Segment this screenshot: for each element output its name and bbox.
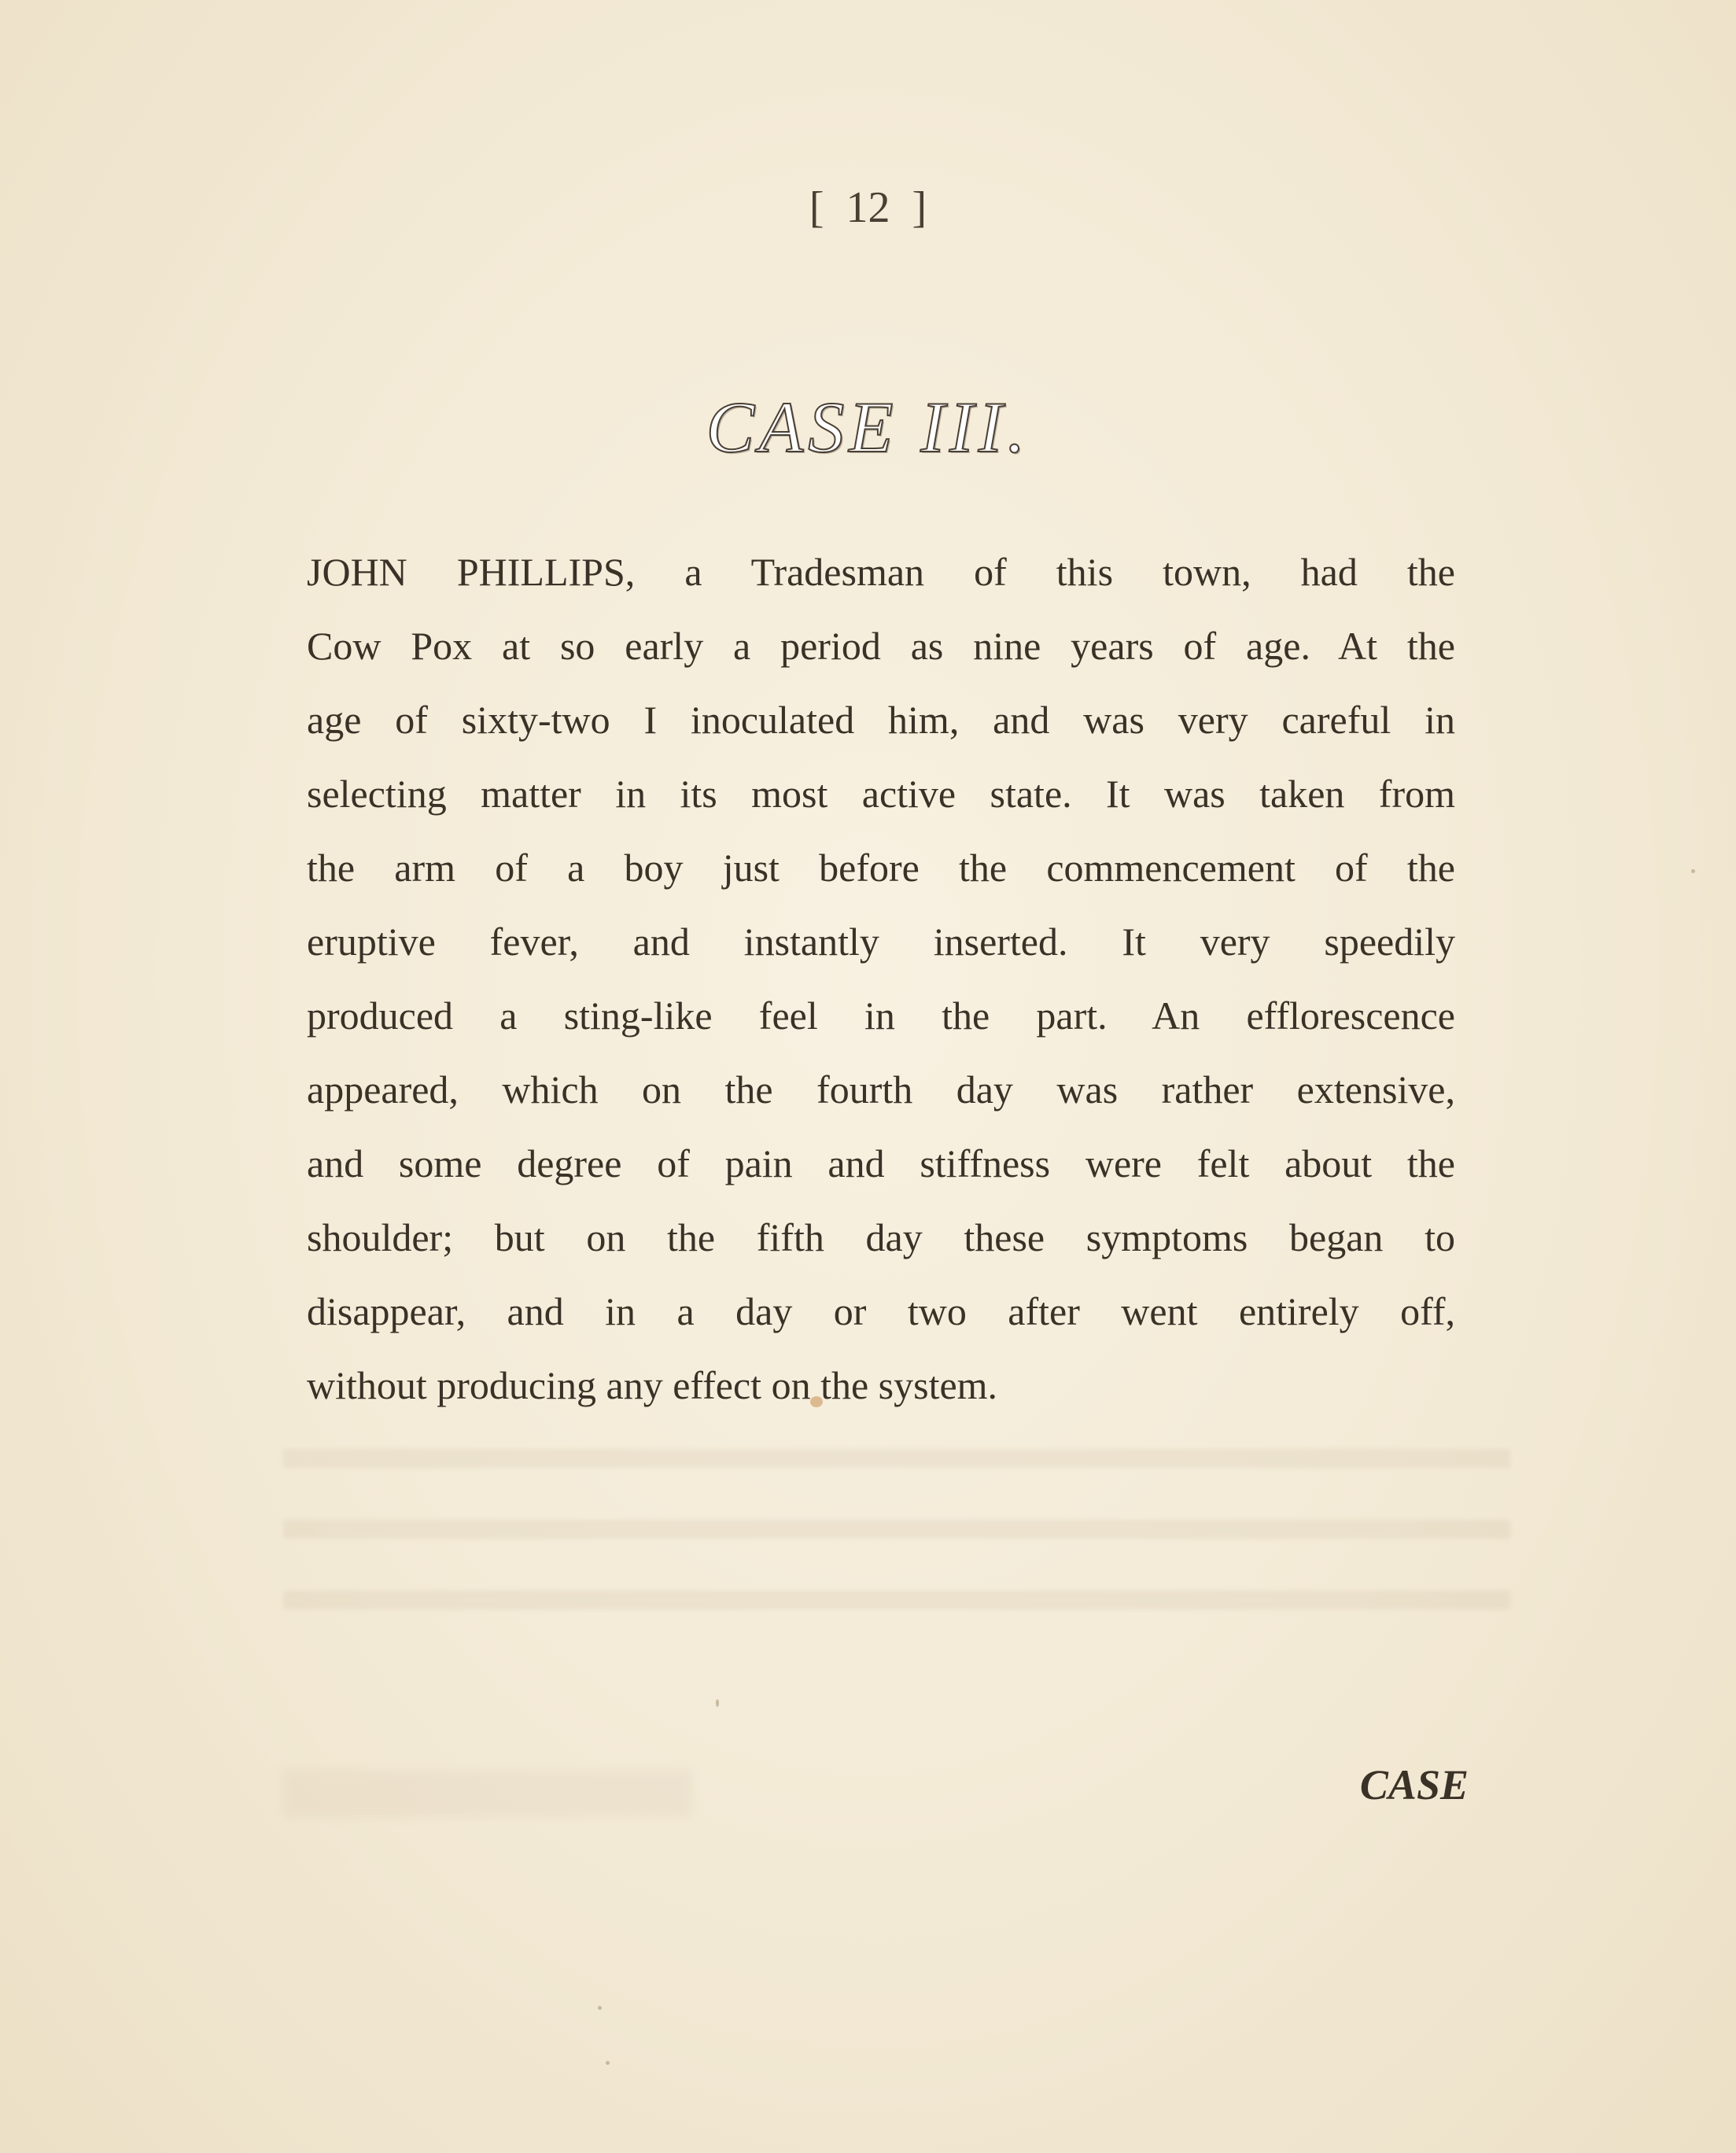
text-line: selecting matter in its most active state. It was taken from <box>307 772 1455 816</box>
paper-speck <box>810 1396 823 1407</box>
body-paragraph <box>307 535 1455 1422</box>
text-line: without producing any effect on the system. <box>307 1363 998 1407</box>
show-through-text <box>283 1424 1510 1628</box>
text-line: disappear, and in a day or two after went entirely off, <box>307 1289 1455 1333</box>
paper-speck <box>606 2061 610 2065</box>
text-line: and some degree of pain and stiffness were felt about the <box>307 1141 1455 1185</box>
case-heading: CASE III. <box>706 387 1030 467</box>
text-line: produced a sting-like feel in the part. An efflorescence <box>307 994 1455 1038</box>
catchword: CASE <box>1359 1761 1469 1808</box>
paper-speck <box>1691 869 1695 873</box>
paper-speck <box>598 2006 602 2010</box>
text-line: JOHN PHILLIPS, a Tradesman of this town, had the <box>307 550 1455 594</box>
text-line: the arm of a boy just before the commencement of the <box>307 846 1455 890</box>
text-line: age of sixty-two I inoculated him, and was very careful in <box>307 698 1455 742</box>
paper-speck <box>716 1699 719 1707</box>
text-line: appeared, which on the fourth day was rather extensive, <box>307 1067 1455 1112</box>
text-line: eruptive fever, and instantly inserted. It very speedily <box>307 920 1455 964</box>
text-line: shoulder; but on the fifth day these symptoms began to <box>307 1215 1455 1259</box>
show-through-catchword <box>283 1770 692 1817</box>
page-number: [ 12 ] <box>809 183 927 232</box>
text-line: Cow Pox at so early a period as nine years of age. At the <box>307 624 1455 668</box>
